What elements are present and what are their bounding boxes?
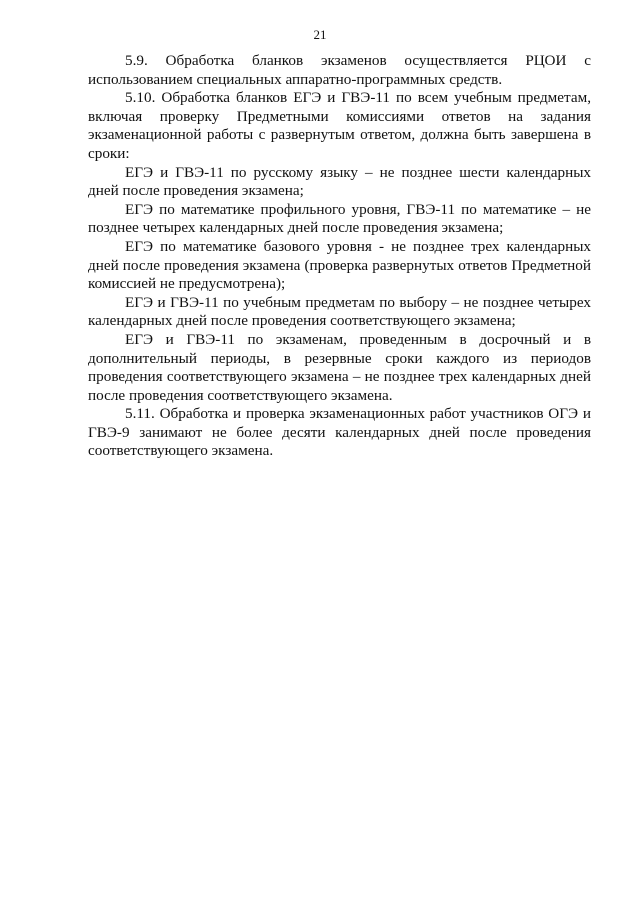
deadline-math-profile: ЕГЭ по математике профильного уровня, ГВЭ-11 по математике – не позднее четырех календарных дней после проведения экзамена; <box>88 200 591 237</box>
page-number: 21 <box>313 27 327 42</box>
paragraph-5-9: 5.9. Обработка бланков экзаменов осуществляется РЦОИ с использованием специальных аппаратно-программных средств. <box>88 52 591 88</box>
deadline-elective-subjects: ЕГЭ и ГВЭ-11 по учебным предметам по выбору – не позднее четырех календарных дней после проведения соответствующего экзамена; <box>88 293 591 330</box>
deadline-russian-language: ЕГЭ и ГВЭ-11 по русскому языку – не позднее шести календарных дней после проведения экзамена; <box>88 163 591 200</box>
deadline-early-additional-periods: ЕГЭ и ГВЭ-11 по экзаменам, проведенным в досрочный и в дополнительный периоды, в резервные сроки каждого из периодов проведения соответствующего экзамена – не позднее трех календарных дней после проведения соответствующего экзамена. <box>88 330 591 404</box>
deadline-math-basic: ЕГЭ по математике базового уровня - не позднее трех календарных дней после проведения экзамена (проверка развернутых ответов Предметной комиссией не предусмотрена); <box>88 237 591 293</box>
paragraph-5-11: 5.11. Обработка и проверка экзаменационных работ участников ОГЭ и ГВЭ-9 занимают не более десяти календарных дней после проведения соответствующего экзамена. <box>88 405 591 460</box>
document-body <box>88 52 591 461</box>
paragraph-5-10: 5.10. Обработка бланков ЕГЭ и ГВЭ-11 по всем учебным предметам, включая проверку Предметными комиссиями ответов на задания экзаменационной работы с развернутым ответом, должна быть завершена в сроки: <box>88 89 591 162</box>
